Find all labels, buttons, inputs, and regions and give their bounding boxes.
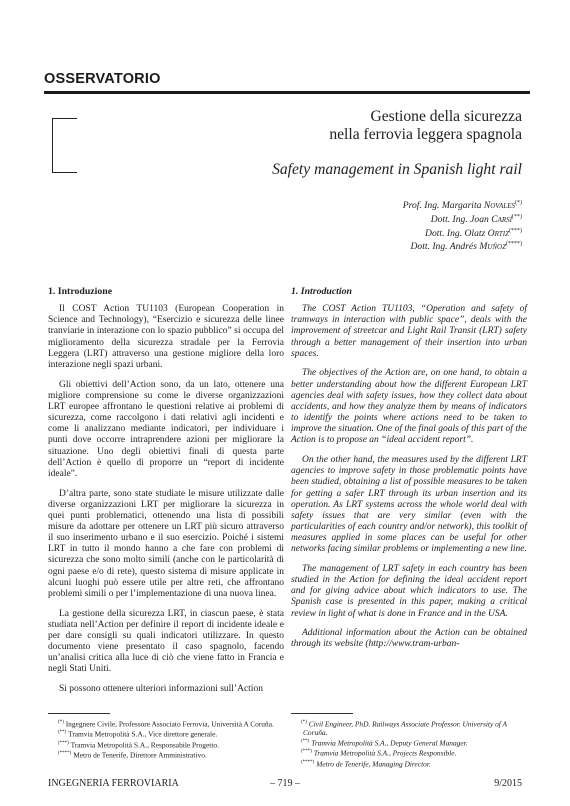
- footnote: [48, 719, 284, 729]
- author-line: [222, 239, 522, 253]
- section-heading-english: 1. Introduction: [291, 286, 352, 297]
- author-footnote-mark: (*): [515, 200, 522, 206]
- paragraph: Il COST Action TU1103 (European Cooperation in Science and Technology), “Esercizio e sicurezza delle linee tranviarie in interazione con lo spazio pubblico” si occupa del miglioramento della sicurezza stradale per la Ferrovia Leggera (LRT) attraverso una gestione migliore della loro interazione negli spazi urbani.: [48, 304, 284, 370]
- footnote-text: Metro de Tenerife, Direttore Amministrativo.: [73, 750, 207, 760]
- footnote-text: Civil Engineer, PhD. Railways Associate Professor. University of A Coruña.: [303, 719, 507, 738]
- author-name: Dott. Ing. Olatz: [425, 227, 488, 239]
- footnote-text: Tramvia Metropolità S.A., Vice direttore generale.: [68, 729, 218, 739]
- italian-column: [48, 286, 284, 704]
- footnote-mark: (*): [58, 720, 64, 725]
- section-label: OSSERVATORIO: [44, 71, 161, 87]
- author-footnote-mark: (***): [509, 227, 522, 234]
- footnote: [48, 750, 284, 760]
- paragraph: La gestione della sicurezza LRT, in ciascun paese, è stata studiata nell’Action per definire il report di incidente ideale e per dare consigli su quali indicatori utilizzare. In questo documento viene presentato il caso spagnolo, facendo un’analisi critica alla luce di ciò che viene fatto in Francia e negli Stati Uniti.: [48, 608, 284, 675]
- page-footer: [48, 778, 522, 792]
- footnote-mark: (*): [301, 720, 307, 725]
- footnote-text: Tramvia Metropolità S.A., Projects Responsible.: [313, 748, 457, 758]
- author-surname: Ortiz: [487, 227, 509, 239]
- footnote-rule: [291, 713, 353, 714]
- footnote: [48, 729, 284, 739]
- footnote-rule: [48, 713, 110, 714]
- paragraph: The management of LRT safety in each country has been studied in the Action for defining the ideal accident report and for giving advice about which indicators to use. The Spanish case is presented in this paper, making a critical review in light of what is done in France and in the USA.: [291, 563, 527, 619]
- footnote: [291, 719, 527, 738]
- author-line: [222, 212, 522, 226]
- author-footnote-mark: (**): [512, 213, 522, 220]
- paragraph: The COST Action TU1103, “Operation and safety of tramways in interaction with public space”, deals with the improvement of streetcar and Light Rail Transit (LRT) safety through a better management of their insertion into urban spaces.: [291, 304, 527, 359]
- author-line: [222, 226, 522, 240]
- footnote-text: Metro de Tenerife, Managing Director.: [316, 759, 431, 769]
- article-title-italian: [222, 108, 522, 144]
- paragraph: Gli obiettivi dell’Action sono, da un lato, ottenere una migliore comprensione su come le diverse organizzazioni LRT europee affrontano le questioni relative ai problemi di sicurezza, come raccolgono i dati relativi agli incidenti e come li analizzano mediante indicatori, per individuare i punti dove occorre intraprendere azioni per migliorare la situazione. Uno degli obiettivi finali di questa parte dell’Action è quello di proporre un “report di incidente ideale”.: [48, 379, 284, 479]
- author-footnote-mark: (****): [506, 241, 522, 248]
- footnote-mark: (**): [301, 739, 310, 745]
- title-it-line-2: nella ferrovia leggera spagnola: [329, 126, 522, 143]
- footnote: [291, 738, 527, 748]
- footnote-mark: (**): [58, 730, 67, 736]
- section-heading-italian: 1. Introduzione: [48, 286, 113, 297]
- paragraph: Si possono ottenere ulteriori informazioni sull’Action: [59, 684, 263, 694]
- footnotes-english: [291, 719, 527, 769]
- footnote-text: Ingegnere Civile, Professore Associato Ferrovia, Università A Coruña.: [65, 719, 274, 729]
- author-name: Dott. Ing. Andrés: [410, 241, 480, 253]
- title-it-line-1: Gestione della sicurezza: [370, 108, 522, 125]
- decorative-bracket: [52, 118, 77, 173]
- paragraph: The objectives of the Action are, on one hand, to obtain a better understanding about how the different European LRT agencies deal with safety issues, how they collect data about accidents, and how they analyze them by means of indicators to identify the points where actions need to be taken to improve the situation. One of the final goals of this part of the Action is to propose an “ideal accident report”.: [291, 368, 527, 446]
- article-title-english: Safety management in Spanish light rail: [272, 161, 522, 178]
- author-name: Prof. Ing. Margarita: [402, 200, 484, 212]
- paragraph: D’altra parte, sono state studiate le misure utilizzate dalle diverse organizzazioni LRT per migliorare la sicurezza in quei punti problematici, ottenendo una lista di possibili misure da adottare per ottenere un LRT più sicuro attraverso il suo inserimento urbano e il suo esercizio. Poiché i sistemi LRT in tutto il mondo hanno a che fare con problemi di sicurezza che sono molto simili (anche con le particolarità di ogni paese e/o di rete), questo sistema di misure applicate in alcuni luoghi può essere utile per altre reti, che affrontano problemi simili o per l’implementazione di una nuova linea.: [48, 488, 284, 599]
- author-name: Dott. Ing. Joan: [430, 213, 492, 225]
- issue-number: 9/2015: [494, 778, 522, 789]
- footnotes-italian: [48, 719, 284, 760]
- author-surname: Carsí: [491, 213, 512, 225]
- author-list: [222, 198, 522, 253]
- footnote-mark: (****): [301, 759, 315, 765]
- footnote-mark: (***): [301, 749, 312, 755]
- author-line: [222, 198, 522, 212]
- author-surname: Novales: [483, 200, 515, 212]
- author-surname: Muñoz: [479, 241, 506, 253]
- header-rule: [44, 91, 530, 94]
- footnote: [291, 759, 527, 769]
- footnote-text: Tramvia Metropolità S.A., Responsabile Progetto.: [70, 740, 219, 749]
- footnote: [48, 740, 284, 750]
- page-number: – 719 –: [270, 778, 300, 789]
- english-column: [291, 286, 527, 659]
- paragraph: Additional information about the Action can be obtained through its website (http://www.tram-urban-: [291, 628, 527, 650]
- journal-name: INGEGNERIA FERROVIARIA: [48, 778, 179, 789]
- footnote-mark: (***): [58, 740, 69, 746]
- footnote: [291, 748, 527, 758]
- footnote-mark: (****): [58, 750, 72, 756]
- footnote-text: Tramvia Metropolità S.A., Deputy General Manager.: [311, 738, 468, 748]
- paragraph: On the other hand, the measures used by the different LRT agencies to improve safety in those problematic points have been studied, obtaining a list of possible measures to be taken for getting a safer LRT through its urban insertion and its operation. As LRT systems across the whole world deal with safety issues that are very similar (even with the particularities of each country and/or network), this toolkit of measures applied in some places can be useful for other networks facing similar problems or implementing a new line.: [291, 455, 527, 555]
